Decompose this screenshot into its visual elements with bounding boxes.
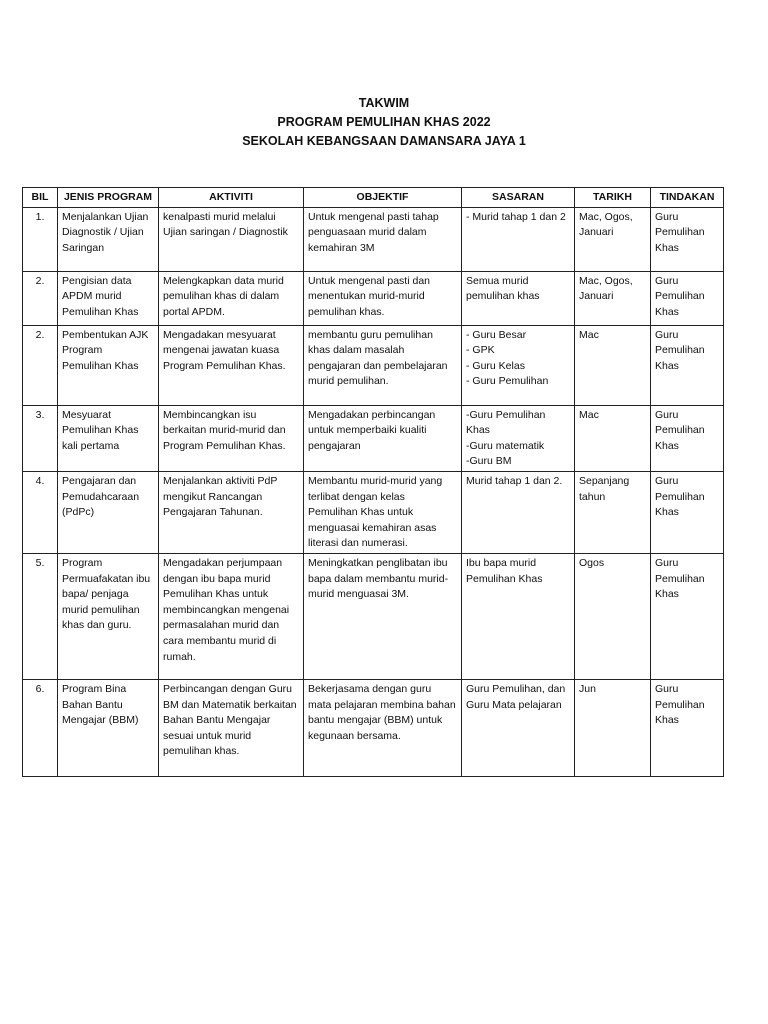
cell-aktiviti: Mengadakan perjumpaan dengan ibu bapa murid Pemulihan Khas untuk membincangkan mengenai permasalahan murid dan cara membantu murid di rumah. — [159, 553, 304, 679]
cell-tarikh: Mac — [575, 405, 651, 471]
cell-aktiviti: Membincangkan isu berkaitan murid-murid dan Program Pemulihan Khas. — [159, 405, 304, 471]
cell-aktiviti: kenalpasti murid melalui Ujian saringan / Diagnostik — [159, 207, 304, 271]
cell-aktiviti: Menjalankan aktiviti PdP mengikut Rancangan Pengajaran Tahunan. — [159, 471, 304, 553]
cell-tindakan: Guru Pemulihan Khas — [651, 207, 724, 271]
cell-tindakan: Guru Pemulihan Khas — [651, 405, 724, 471]
cell-objektif: Untuk mengenal pasti tahap penguasaan murid dalam kemahiran 3M — [304, 207, 462, 271]
cell-sasaran: - Murid tahap 1 dan 2 — [462, 207, 575, 271]
cell-sasaran: Guru Pemulihan, dan Guru Mata pelajaran — [462, 679, 575, 776]
cell-objektif: Mengadakan perbincangan untuk memperbaiki kualiti pengajaran — [304, 405, 462, 471]
table-row — [23, 679, 724, 776]
cell-bil: 1. — [23, 207, 58, 271]
table-row — [23, 553, 724, 679]
cell-jenis-program: Pengajaran dan Pemudahcaraan (PdPc) — [58, 471, 159, 553]
cell-tarikh: Mac — [575, 325, 651, 405]
column-header-bil: BIL — [23, 188, 58, 208]
cell-objektif: Membantu murid-murid yang terlibat dengan kelas Pemulihan Khas untuk menguasai kemahiran asas literasi dan numerasi. — [304, 471, 462, 553]
table-row — [23, 471, 724, 553]
document-header — [0, 94, 768, 151]
cell-tindakan: Guru Pemulihan Khas — [651, 553, 724, 679]
cell-jenis-program: Program Permuafakatan ibu bapa/ penjaga murid pemulihan khas dan guru. — [58, 553, 159, 679]
table-row — [23, 271, 724, 325]
cell-tindakan: Guru Pemulihan Khas — [651, 271, 724, 325]
cell-tarikh: Mac, Ogos, Januari — [575, 271, 651, 325]
cell-aktiviti: Mengadakan mesyuarat mengenai jawatan kuasa Program Pemulihan Khas. — [159, 325, 304, 405]
cell-objektif: Bekerjasama dengan guru mata pelajaran membina bahan bantu mengajar (BBM) untuk kegunaan bersama. — [304, 679, 462, 776]
cell-tindakan: Guru Pemulihan Khas — [651, 471, 724, 553]
table-row — [23, 207, 724, 271]
cell-jenis-program: Menjalankan Ujian Diagnostik / Ujian Saringan — [58, 207, 159, 271]
cell-jenis-program: Program Bina Bahan Bantu Mengajar (BBM) — [58, 679, 159, 776]
cell-bil: 5. — [23, 553, 58, 679]
cell-jenis-program: Pengisian data APDM murid Pemulihan Khas — [58, 271, 159, 325]
cell-aktiviti: Perbincangan dengan Guru BM dan Matematik berkaitan Bahan Bantu Mengajar sesuai untuk murid pemulihan khas. — [159, 679, 304, 776]
cell-bil: 3. — [23, 405, 58, 471]
cell-sasaran: Ibu bapa murid Pemulihan Khas — [462, 553, 575, 679]
cell-sasaran: Murid tahap 1 dan 2. — [462, 471, 575, 553]
takwim-table — [22, 187, 724, 777]
cell-tarikh: Ogos — [575, 553, 651, 679]
cell-jenis-program: Pembentukan AJK Program Pemulihan Khas — [58, 325, 159, 405]
cell-sasaran: - Guru Besar - GPK - Guru Kelas - Guru Pemulihan — [462, 325, 575, 405]
document-title: TAKWIM — [358, 96, 410, 110]
cell-sasaran: Semua murid pemulihan khas — [462, 271, 575, 325]
cell-bil: 2. — [23, 271, 58, 325]
cell-aktiviti: Melengkapkan data murid pemulihan khas di dalam portal APDM. — [159, 271, 304, 325]
program-title: PROGRAM PEMULIHAN KHAS 2022 — [277, 115, 491, 129]
column-header-sasaran: SASARAN — [462, 188, 575, 208]
column-header-tarikh: TARIKH — [575, 188, 651, 208]
column-header-jenis-program: JENIS PROGRAM — [58, 188, 159, 208]
column-header-aktiviti: AKTIVITI — [159, 188, 304, 208]
cell-tarikh: Jun — [575, 679, 651, 776]
table-row — [23, 325, 724, 405]
cell-bil: 4. — [23, 471, 58, 553]
cell-objektif: membantu guru pemulihan khas dalam masalah pengajaran dan pembelajaran murid pemulihan. — [304, 325, 462, 405]
cell-sasaran: -Guru Pemulihan Khas -Guru matematik -Guru BM — [462, 405, 575, 471]
cell-bil: 2. — [23, 325, 58, 405]
cell-jenis-program: Mesyuarat Pemulihan Khas kali pertama — [58, 405, 159, 471]
school-name: SEKOLAH KEBANGSAAN DAMANSARA JAYA 1 — [242, 134, 526, 148]
table-header-row — [23, 188, 724, 208]
cell-tarikh: Sepanjang tahun — [575, 471, 651, 553]
cell-tindakan: Guru Pemulihan Khas — [651, 325, 724, 405]
cell-bil: 6. — [23, 679, 58, 776]
cell-objektif: Untuk mengenal pasti dan menentukan murid-murid pemulihan khas. — [304, 271, 462, 325]
column-header-objektif: OBJEKTIF — [304, 188, 462, 208]
cell-objektif: Meningkatkan penglibatan ibu bapa dalam membantu murid-murid menguasai 3M. — [304, 553, 462, 679]
cell-tindakan: Guru Pemulihan Khas — [651, 679, 724, 776]
table-row — [23, 405, 724, 471]
column-header-tindakan: TINDAKAN — [651, 188, 724, 208]
cell-tarikh: Mac, Ogos, Januari — [575, 207, 651, 271]
